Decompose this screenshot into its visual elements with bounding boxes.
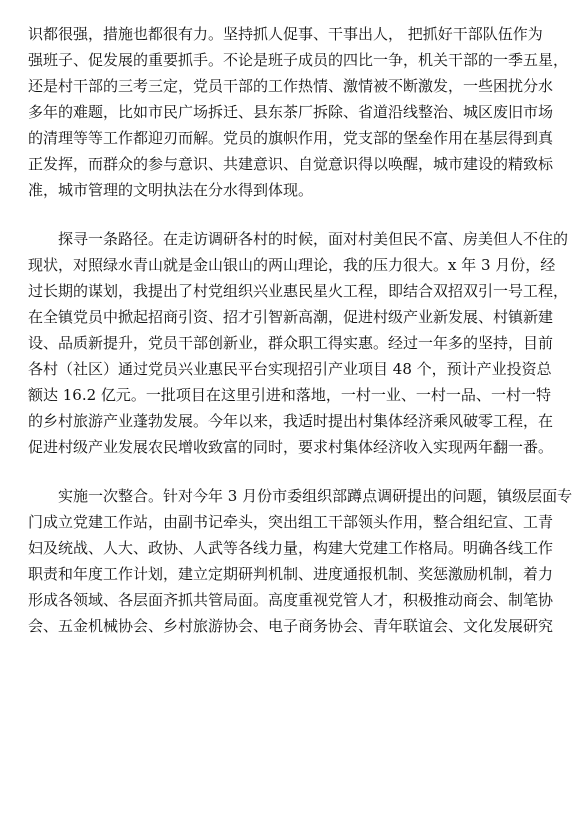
text-line: 多年的难题，比如市民广场拆迁、县东茶厂拆除、省道沿线整治、城区废旧市场 xyxy=(28,103,554,121)
text-line: 强班子、促发展的重要抓手。不论是班子成员的四比一争，机关干部的一季五星， xyxy=(28,51,569,69)
text-line: 设、品质新提升，党员干部创新业，群众职工得实惠。经过一年多的坚持，目前 xyxy=(28,334,554,352)
paragraph-2 xyxy=(28,226,569,460)
text-line: 妇及统战、人大、政协、人武等各线力量，构建大党建工作格局。明确各线工作 xyxy=(28,539,554,557)
text-line: 各村（社区）通过党员兴业惠民平台实现招引产业项目 48 个，预计产业投资总 xyxy=(28,360,552,378)
paragraph-3 xyxy=(28,483,573,639)
text-line: 形成各领域、各层面齐抓共管局面。高度重视党管人才，积极推动商会、制笔协 xyxy=(28,591,554,609)
text-line: 门成立党建工作站，由副书记牵头，突出组工干部领头作用，整合组纪宣、工青 xyxy=(28,513,554,531)
text-line: 现状，对照绿水青山就是金山银山的两山理论，我的压力很大。x 年 3 月份，经 xyxy=(28,256,556,274)
text-line: 准，城市管理的文明执法在分水得到体现。 xyxy=(28,181,314,199)
text-line: 额达 16.2 亿元。一批项目在这里引进和落地，一村一业、一村一品、一村一特 xyxy=(28,386,551,404)
text-line: 会、五金机械协会、乡村旅游协会、电子商务协会、青年联谊会、文化发展研究 xyxy=(28,617,554,635)
text-line: 过长期的谋划，我提出了村党组织兴业惠民星火工程，即结合双招双引一号工程， xyxy=(28,282,569,300)
text-line: 的清理等等工作都迎刃而解。党员的旗帜作用，党支部的堡垒作用在基层得到真 xyxy=(28,129,554,147)
text-line: 在全镇党员中掀起招商引资、招才引智新高潮，促进村级产业新发展、村镇新建 xyxy=(28,308,554,326)
text-line: 职责和年度工作计划，建立定期研判机制、进度通报机制、奖惩激励机制，着力 xyxy=(28,565,554,583)
text-line: 的乡村旅游产业蓬勃发展。今年以来，我适时提出村集体经济乘风破零工程，在 xyxy=(28,412,554,430)
text-line: 还是村干部的三考三定，党员干部的工作热情、激情被不断激发，一些困扰分水 xyxy=(28,77,554,95)
text-line: 识都很强，措施也都很有力。坚持抓人促事、干事出人， 把抓好干部队伍作为 xyxy=(28,25,543,43)
text-line: 实施一次整合。针对今年 3 月份市委组织部蹲点调研提出的问题，镇级层面专 xyxy=(58,487,573,505)
paragraph-1 xyxy=(28,21,569,203)
text-line: 探寻一条路径。在走访调研各村的时候，面对村美但民不富、房美但人不住的 xyxy=(58,230,569,248)
text-line: 正发挥，而群众的参与意识、共建意识、自觉意识得以唤醒，城市建设的精致标 xyxy=(28,155,554,173)
text-line: 促进村级产业发展农民增收致富的同时，要求村集体经济收入实现两年翻一番。 xyxy=(28,438,554,456)
